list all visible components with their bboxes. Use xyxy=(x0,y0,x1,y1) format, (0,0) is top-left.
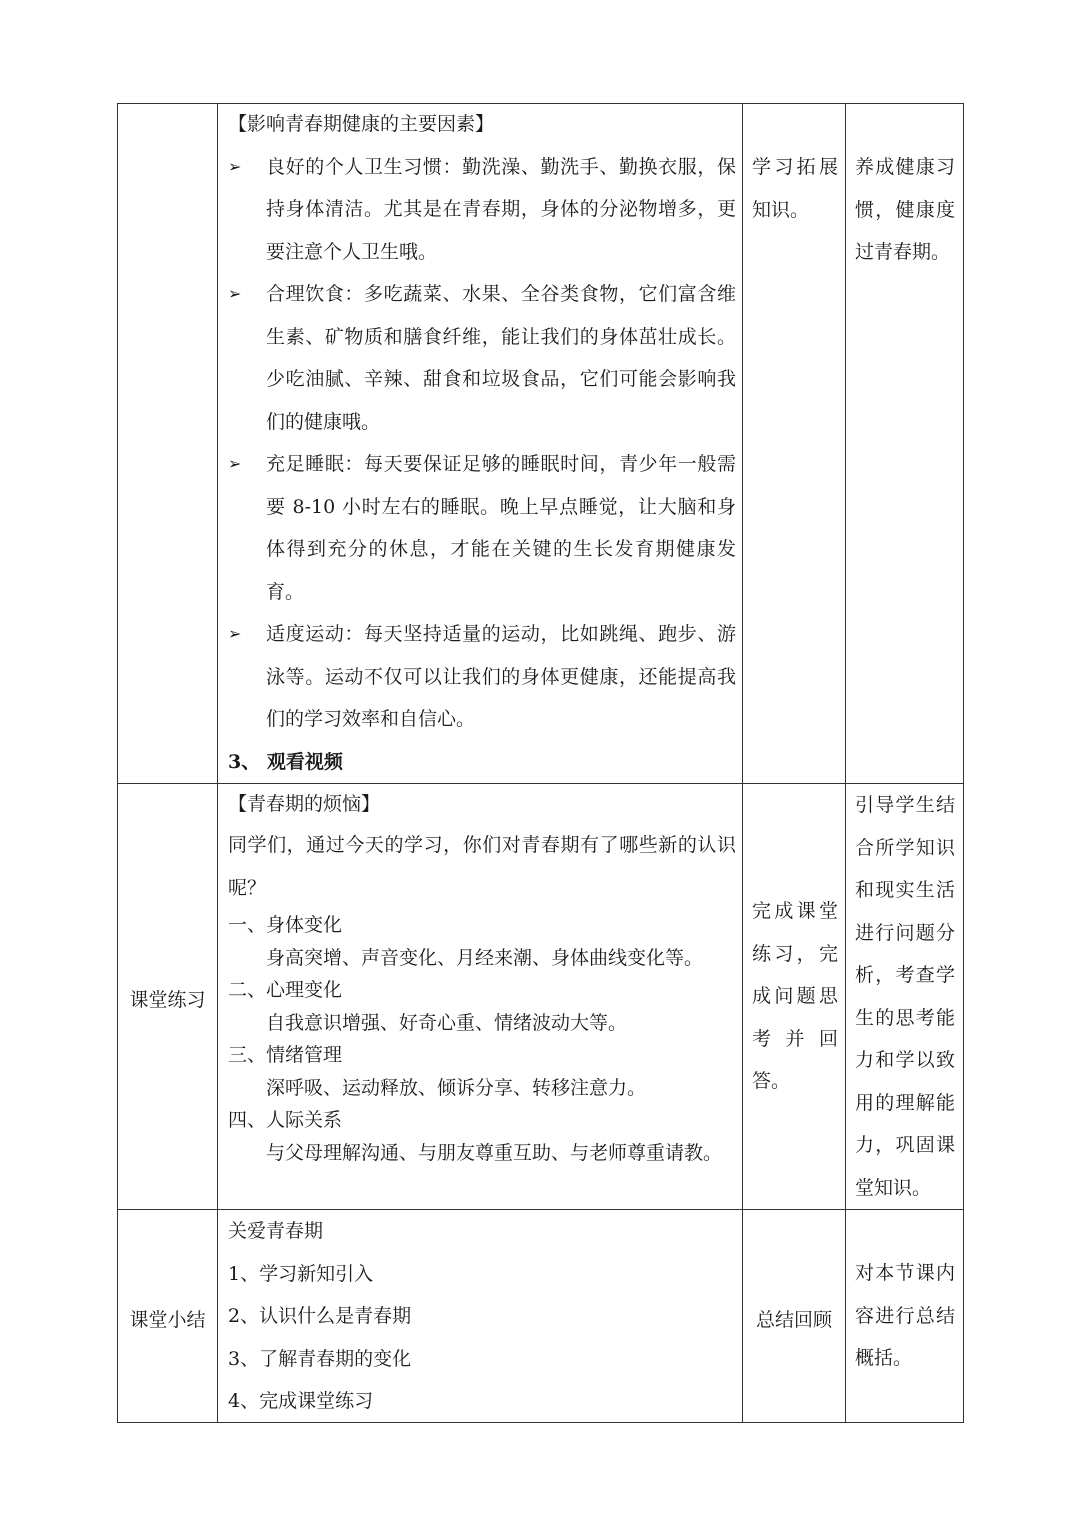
practice-intro: 同学们，通过今天的学习，你们对青春期有了哪些新的认识呢？ xyxy=(228,834,736,899)
column-divider-2 xyxy=(742,103,743,1423)
practice-item-title: 三、情绪管理 xyxy=(228,1044,343,1066)
bullet-exercise xyxy=(228,613,736,741)
arrow-bullet-icon: ➢ xyxy=(228,284,242,303)
practice-item-title: 四、人际关系 xyxy=(228,1109,343,1131)
row2-content-cell xyxy=(228,824,736,1169)
row3-content-cell xyxy=(228,1210,736,1423)
row2-label: 课堂练习 xyxy=(129,989,206,1011)
factors-heading: 【影响青春期健康的主要因素】 xyxy=(228,113,495,135)
bullet-text: 充足睡眠：每天要保证足够的睡眠时间，青少年一般需要 8-10 小时左右的睡眠。晚上早点睡觉，让大脑和身体得到充分的休息，才能在关键的生长发育期健康发育。 xyxy=(266,453,736,603)
practice-item-title: 一、身体变化 xyxy=(228,914,343,936)
summary-item: 4、完成课堂练习 xyxy=(228,1390,374,1412)
bullet-text: 良好的个人卫生习惯：勤洗澡、勤洗手、勤换衣服，保持身体清洁。尤其是在青春期，身体的分泌物增多，更要注意个人卫生哦。 xyxy=(266,155,736,263)
bullet-text: 合理饮食：多吃蔬菜、水果、全谷类食物，它们富含维生素、矿物质和膳食纤维，能让我们的身体茁壮成长。少吃油腻、辛辣、甜食和垃圾食品，它们可能会影响我们的健康哦。 xyxy=(266,283,736,433)
practice-item-title: 二、心理变化 xyxy=(228,979,343,1001)
summary-title: 关爱青春期 xyxy=(228,1220,324,1242)
row3-student-activity: 总结回顾 xyxy=(755,1309,832,1331)
column-divider-1 xyxy=(217,103,218,1423)
bullet-hygiene xyxy=(228,146,736,274)
row1-content-cell xyxy=(228,103,736,826)
summary-item: 3、了解青春期的变化 xyxy=(228,1347,412,1370)
row2-student-activity: 完成课堂练习，完成问题思考并回答。 xyxy=(752,900,838,1092)
puberty-troubles-heading: 【青春期的烦恼】 xyxy=(228,793,381,815)
practice-item-detail: 自我意识增强、好奇心重、情绪波动大等。 xyxy=(266,1011,628,1034)
row1-student-activity: 学习拓展知识。 xyxy=(752,156,838,221)
row1-design-purpose: 养成健康习惯，健康度过青春期。 xyxy=(855,156,955,263)
practice-item-detail: 与父母理解沟通、与朋友尊重互助、与老师尊重请教。 xyxy=(266,1141,723,1164)
column-divider-3 xyxy=(845,103,846,1423)
bullet-text: 适度运动：每天坚持适量的运动，比如跳绳、跑步、游泳等。运动不仅可以让我们的身体更健康，还能提高我们的学习效率和自信心。 xyxy=(266,623,736,730)
bullet-sleep xyxy=(228,443,736,613)
practice-item-detail: 深呼吸、运动释放、倾诉分享、转移注意力。 xyxy=(266,1076,647,1099)
row3-label: 课堂小结 xyxy=(129,1309,206,1331)
arrow-bullet-icon: ➢ xyxy=(228,156,242,176)
section-watch-video: 3、 观看视频 xyxy=(228,750,343,773)
summary-item: 1、学习新知引入 xyxy=(228,1262,374,1285)
summary-item: 2、认识什么是青春期 xyxy=(228,1305,412,1327)
bullet-diet xyxy=(228,273,736,443)
arrow-bullet-icon: ➢ xyxy=(228,624,242,643)
practice-item-detail: 身高突增、声音变化、月经来潮、身体曲线变化等。 xyxy=(266,946,704,969)
arrow-bullet-icon: ➢ xyxy=(228,454,242,473)
row3-design-purpose: 对本节课内容进行总结概括。 xyxy=(855,1262,955,1369)
row2-design-purpose: 引导学生结合所学知识和现实生活进行问题分析，考查学生的思考能力和学以致用的理解能力，巩固课堂知识。 xyxy=(855,794,955,1199)
